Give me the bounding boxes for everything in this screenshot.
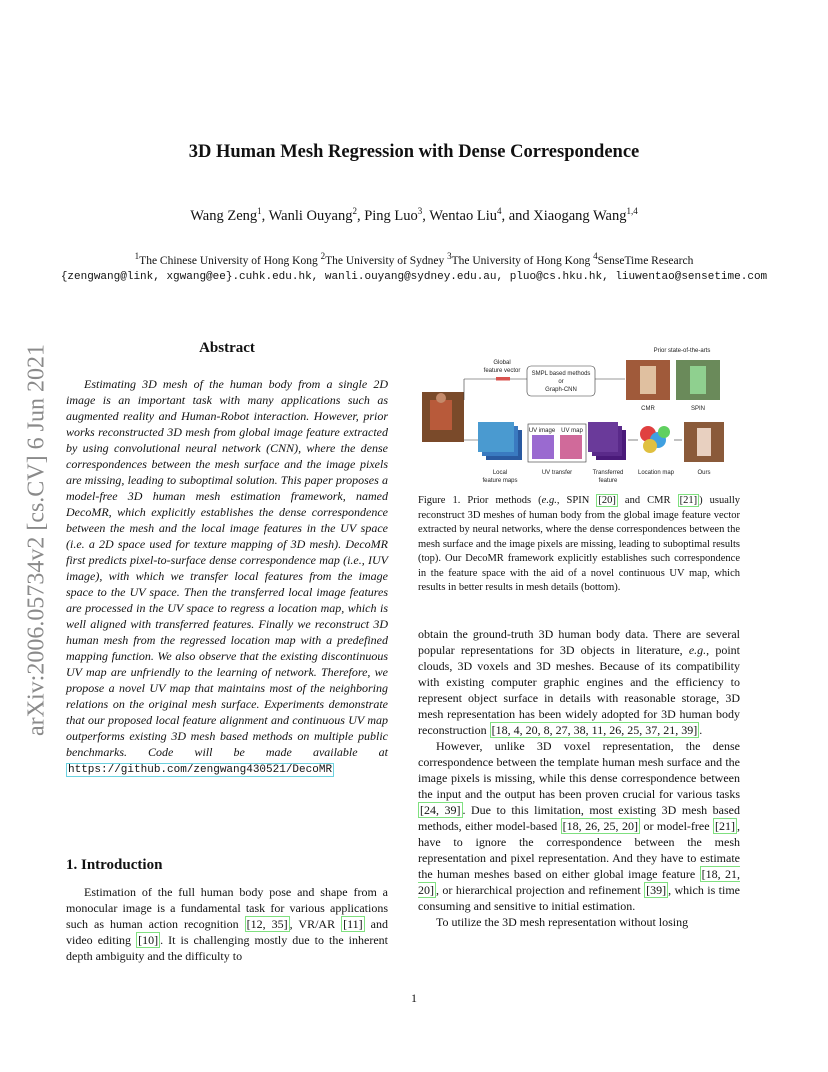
input-person-head (436, 393, 446, 403)
text-run: , which is time consuming and sensitive to initial estimation. (418, 883, 740, 913)
label-transferred: Transferred (592, 470, 624, 476)
author-affil-mark: 1,4 (626, 206, 638, 216)
location-map-blob (643, 439, 657, 453)
label-feature-maps: feature maps (482, 478, 518, 484)
intro-paragraph (66, 884, 388, 964)
text-run: , or hierarchical projection and refinement (436, 883, 645, 897)
author-affil-mark: 3 (417, 206, 423, 216)
text-run: Estimation of the full human body pose and shape from a monocular image is a fundamental task for various applications such as human action recognition (66, 885, 388, 931)
affiliation-line (60, 248, 768, 269)
affil-mark: 2 (320, 251, 326, 261)
figure-1 (420, 340, 742, 488)
abstract-body (66, 376, 388, 778)
text-run: e.g. (688, 643, 707, 657)
affil-mark: 3 (447, 251, 452, 261)
section-heading-introduction: 1. Introduction (66, 857, 163, 873)
affiliations (60, 248, 768, 285)
paragraph: To utilize the 3D mesh representation without losing (436, 915, 689, 929)
label-location-map: Location map (637, 470, 675, 476)
label-uv-transfer: UV transfer (541, 470, 573, 476)
citation-link[interactable]: [21] (715, 819, 736, 833)
author-list: Wang Zeng$^1$, Wanli Ouyang$^2$, Ping Luo$^3$, Wentao Liu$^4$, and Xiaogang Wang$^{1,4}$ (190, 206, 638, 224)
affil-mark: 4 (593, 251, 598, 261)
label-cmr: CMR (641, 406, 655, 412)
label-feature-vector: feature vector (483, 368, 521, 374)
author: Wang Zeng (190, 207, 258, 224)
paragraph (418, 738, 740, 914)
label-spin: SPIN (690, 406, 706, 412)
label-graph-cnn: Graph-CNN (545, 387, 577, 393)
text-run: . Due to this limitation, most existing 3D mesh based methods, either model-based (418, 803, 740, 833)
label-local: Local (492, 470, 508, 476)
text-run: obtain the ground-truth 3D human body data. There are several popular representations for 3D objects in literature, (418, 627, 740, 657)
label-uv-image: UV image (528, 428, 556, 434)
citation-link[interactable]: [11] (343, 917, 363, 931)
affiliation: The University of Hong Kong (451, 254, 594, 267)
text-run: and CMR (617, 495, 678, 506)
citation-link[interactable]: [20] (598, 495, 616, 506)
author: Ping Luo (364, 207, 418, 224)
author-affil-mark: 2 (352, 206, 357, 216)
text-run: or model-free (640, 819, 714, 833)
label-smpl-methods: SMPL based methods (531, 371, 591, 377)
text-run: , SPIN (556, 495, 597, 506)
affiliation: The Chinese University of Hong Kong (139, 254, 321, 267)
text-run: , have to ignore the correspondence between the mesh representation and pixel representation. And they have to estimate the human meshes based on either global image feature (418, 819, 741, 881)
citation-link[interactable]: [39] (646, 883, 667, 897)
abstract-text: Estimating 3D mesh of the human body from a single 2D image is an important task with many applications such as augmented reality and Human-Robot interaction. However, prior works reconstructed 3D mesh from global image feature extracted by using convolutional neural network (CNN), where the dense correspondences between the mesh surface and the image pixels are missing, leading to suboptimal solution. This paper proposes a model-free 3D human mesh estimation framework, named DecoMR, which explicitly establishes the dense correspondence between the mesh and the local image features in the UV space (i.e. a 2D space used for texture mapping of 3D mesh). DecoMR first predicts pixel-to-surface dense correspondence map (i.e., IUV image), with which we transfer local features from the image space to the UV space. Then the transferred local image features are processed in the UV space to regress a location map, which is well aligned with transferred features. Finally we reconstruct 3D human mesh from the regressed location map with a predefined mapping function. We also observe that the existing discontinuous UV map are unfriendly to the learning of network. Therefore, we propose a novel UV map that maintains most of the neighboring relations on the original mesh surface. Experiments demonstrate that our proposed local feature alignment and continuous UV map outperforms existing 3D mesh based methods on multiple public benchmarks. Code will be made available at (66, 377, 388, 759)
label-or: or (558, 379, 564, 385)
citation-link[interactable]: [18, 21, 20] (418, 867, 740, 897)
figure-1-caption (418, 494, 740, 596)
label-ours: Ours (697, 470, 711, 476)
author: Wanli Ouyang (268, 207, 353, 224)
global-feature-vector (496, 377, 510, 381)
text-run: e.g. (541, 495, 557, 506)
label-prior-sota: Prior state-of-the-arts (653, 348, 711, 354)
author-affil-mark: 1 (257, 206, 262, 216)
label-feature: feature (598, 478, 618, 484)
citation-link[interactable]: [21] (679, 495, 698, 506)
text-run: , point clouds, 3D voxels and 3D meshes. Because of its compatibility with existing computer graphic engines and the efficiency to represent object surface in details with reasonable storage, 3D mesh representation has been widely adopted for 3D human body reconstruction (418, 643, 740, 737)
citation-link[interactable]: [24, 39] (420, 803, 461, 817)
spin-mesh (690, 366, 706, 394)
location-map-blob (658, 426, 670, 438)
author: Wentao Liu (429, 207, 497, 224)
author: Xiaogang Wang (533, 207, 627, 224)
text-run: . (699, 723, 703, 737)
text-run: and video editing (66, 917, 388, 947)
right-column-body (418, 626, 740, 930)
label-global: Global (493, 360, 511, 366)
text-run: ) usually reconstruct 3D meshes of human body from the global image feature vector extracted by neural networks, where the dense correspondences between the mesh surface and the image pixels are missing, leading to suboptimal results (top). Our DecoMR framework explicitly establishes such correspondence in the feature space with the aid of a novel continuous UV map, which results in better results in mesh details (bottom). (418, 495, 740, 593)
affil-mark: 1 (134, 251, 140, 261)
label-uv-map: UV map (561, 428, 583, 434)
uv-map-thumb (560, 435, 582, 459)
citation-link[interactable]: [18, 4, 20, 8, 27, 38, 11, 26, 25, 37, 21, 39] (491, 723, 698, 737)
code-link[interactable]: https://github.com/zengwang430521/DecoMR (68, 764, 333, 776)
affiliation: SenseTime Research (597, 254, 694, 267)
cmr-mesh (640, 366, 656, 394)
transferred-feature-1 (588, 422, 618, 452)
arxiv-stamp: arXiv:2006.05734v2 [cs.CV] 6 Jun 2021 (23, 344, 50, 736)
citation-link[interactable]: [10] (138, 933, 159, 947)
input-person-shape (430, 400, 452, 430)
text-run: However, unlike 3D voxel representation, the dense correspondence between the template human mesh surface and the image pixels is missing, while this dense correspondence between the input and the output has been proven crucial for various tasks (418, 739, 740, 801)
paper-title: 3D Human Mesh Regression with Dense Correspondence (188, 142, 640, 162)
uv-image-thumb (532, 435, 554, 459)
text-run: Figure 1. Prior methods ( (418, 495, 542, 506)
text-run: , VR/AR (289, 917, 342, 931)
author-affil-mark: 4 (496, 206, 502, 216)
text-run: . It is challenging mostly due to the inherent depth ambiguity and the difficulty to (66, 933, 389, 963)
citation-link[interactable]: [18, 26, 25, 20] (562, 819, 639, 833)
email-list: {zengwang@link, xgwang@ee}.cuhk.edu.hk, wanli.ouyang@sydney.edu.au, pluo@cs.hku.hk, liuwentao@sensetime.com (60, 270, 768, 283)
paragraph (418, 626, 740, 738)
page-number: 1 (411, 991, 417, 1005)
ours-mesh (697, 428, 711, 456)
abstract-heading: Abstract (199, 340, 255, 356)
feature-map-1 (478, 422, 514, 452)
affiliation: The University of Sydney (325, 254, 448, 267)
citation-link[interactable]: [12, 35] (246, 917, 288, 931)
